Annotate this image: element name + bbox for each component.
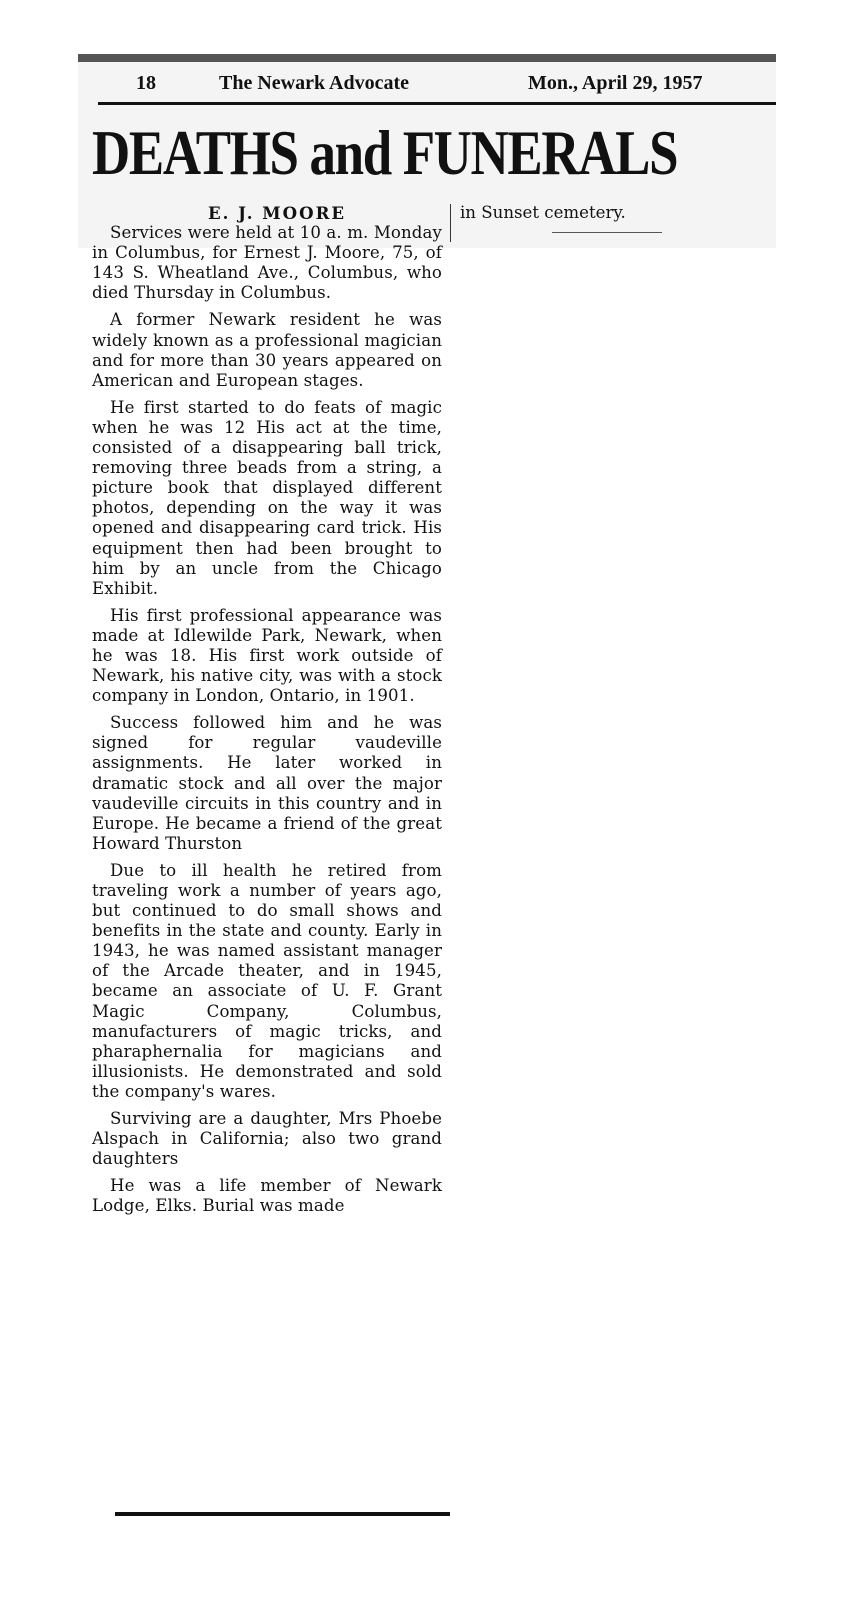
page-number: 18: [136, 72, 156, 94]
obituary-paragraph: He was a life member of Newark Lodge, Elks. Burial was made: [92, 1176, 442, 1216]
page-top-bar: [78, 54, 776, 62]
masthead-rule: [98, 102, 776, 105]
masthead: [78, 66, 776, 106]
obituary-paragraph: A former Newark resident he was widely known as a professional magician and for more than 30 years appeared on American and European stages.: [92, 310, 442, 390]
continuation-end-rule: [552, 232, 662, 233]
obituary-paragraph: Due to ill health he retired from traveling work a number of years ago, but continued to do small shows and benefits in the state and county. Early in 1943, he was named assistant manager of the Arcade theater, and in 1945, became an associate of U. F. Grant Magic Company, Columbus, manufacturers of magic tricks, and pharaphernalia for magicians and illusionists. He demonstrated and sold the company's wares.: [92, 860, 442, 1101]
obituary-paragraph: Services were held at 10 a. m. Monday in Columbus, for Ernest J. Moore, 75, of 143 S. Wheatland Ave., Columbus, who died Thursday in Columbus.: [92, 223, 442, 303]
obituary-column: [92, 203, 442, 1217]
obituary-name: E. J. MOORE: [207, 203, 347, 223]
column-divider: [450, 204, 451, 242]
obituary-paragraph: He first started to do feats of magic when he was 12 His act at the time, consisted of a disappearing ball trick, removing three beads from a string, a picture book that displayed different photos, depending on the way it was opened and disappearing card trick. His equipment then had been brought to him by an uncle from the Chicago Exhibit.: [92, 397, 442, 598]
column-bottom-rule: [115, 1512, 450, 1516]
obituary-paragraph: Surviving are a daughter, Mrs Phoebe Alspach in California; also two grand daughters: [92, 1109, 442, 1169]
newspaper-name: The Newark Advocate: [219, 72, 409, 94]
obituary-continuation: in Sunset cemetery.: [460, 203, 626, 222]
issue-date: Mon., April 29, 1957: [528, 72, 703, 94]
obituary-paragraph: Success followed him and he was signed for regular vaudeville assignments. He later worked in dramatic stock and all over the major vaudeville circuits in this country and in Europe. He became a friend of the great Howard Thurston: [92, 713, 442, 853]
section-headline: DEATHS and FUNERALS: [92, 118, 678, 188]
obituary-paragraph: His first professional appearance was made at Idlewilde Park, Newark, when he was 18. His first work outside of Newark, his native city, was with a stock company in London, Ontario, in 1901.: [92, 605, 442, 706]
